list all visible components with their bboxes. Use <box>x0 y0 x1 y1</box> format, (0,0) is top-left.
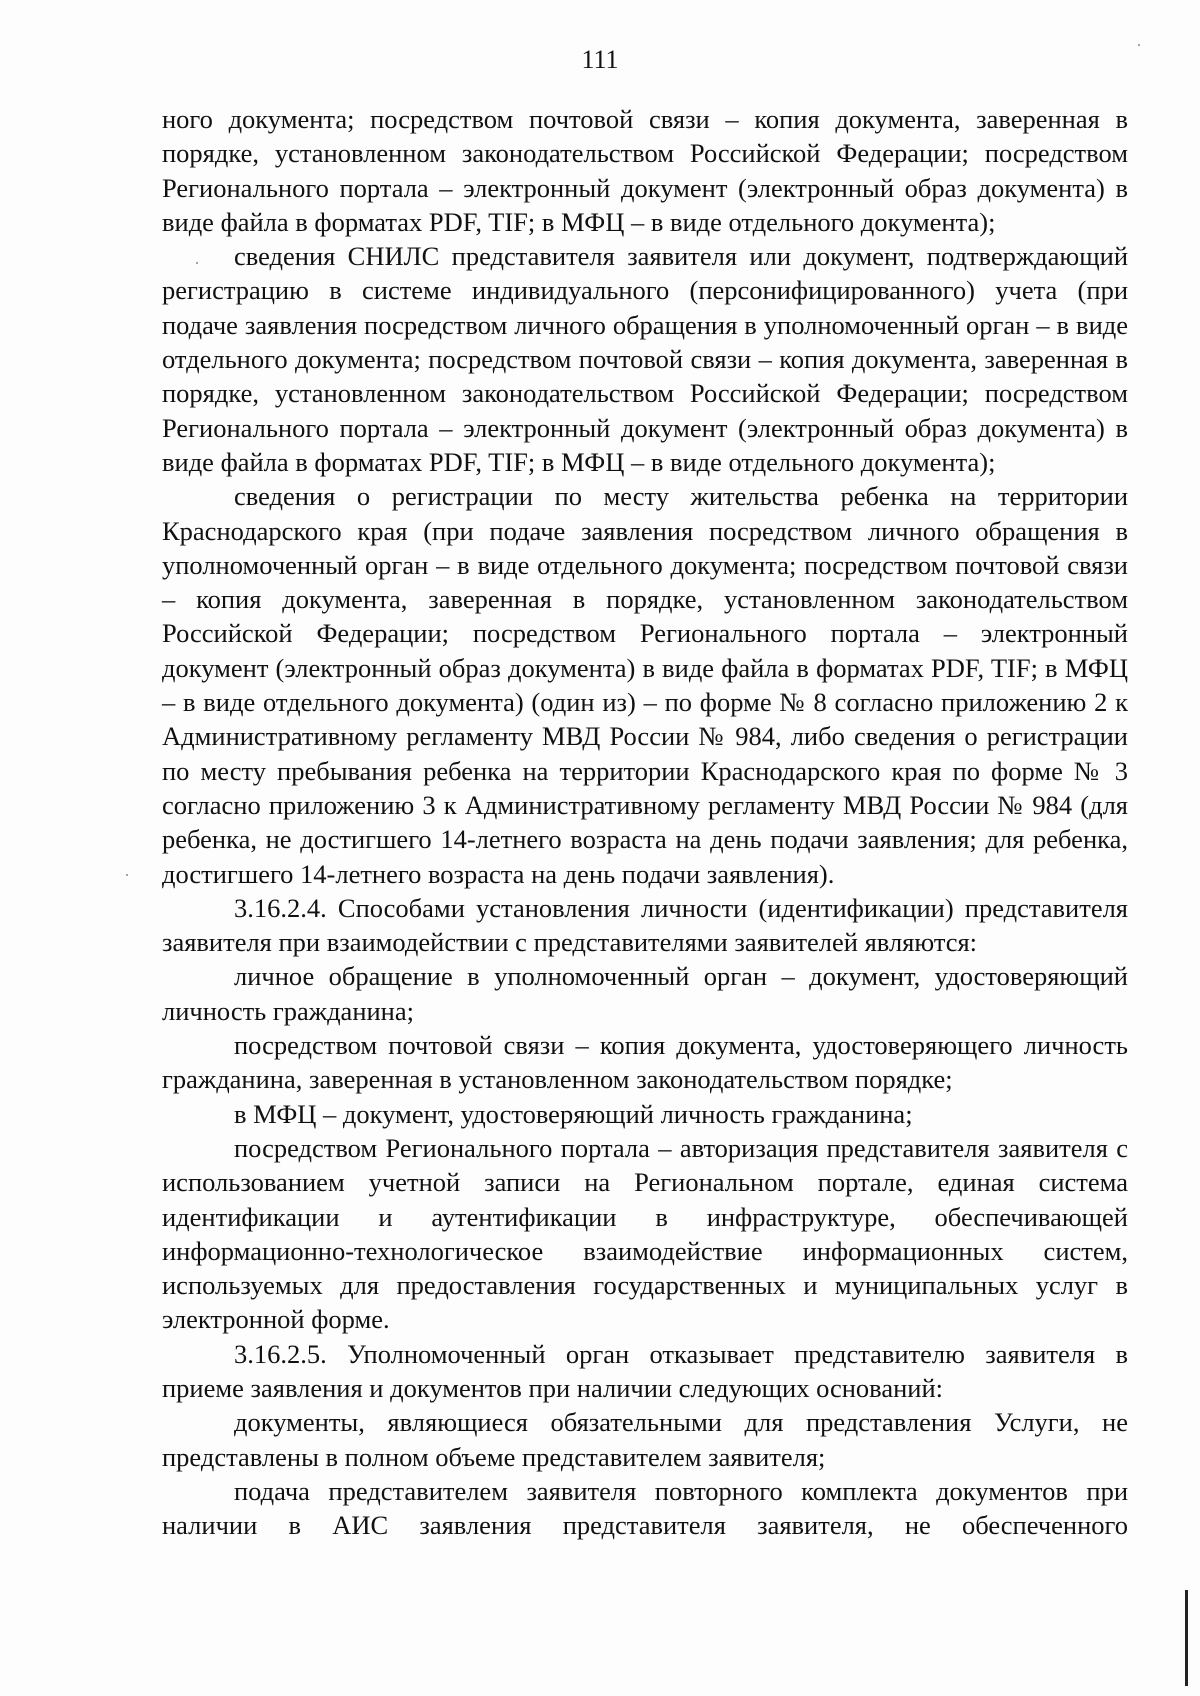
paragraph-registration: сведения о регистрации по месту жительства ребенка на территории Краснодарского края (при подаче заявления посредством личного обращения в уполномоченный орган – в виде отдельного документа; посредством почтовой связи – копия документа, заверенная в порядке, установленном законодательством Российской Федерации; посредством Регионального портала – электронный документ (электронный образ документа) в виде файла в форматах PDF, TIF; в МФЦ – в виде отдельного документа) (один из) – по форме № 8 согласно приложению 2 к Административному регламенту МВД России № 984, либо сведения о регистрации по месту пребывания ребенка на территории Краснодарского края по форме № 3 согласно приложению 3 к Административному регламенту МВД России № 984 (для ребенка, не достигшего 14-летнего возраста на день подачи заявления; для ребенка, достигшего 14-летнего возраста на день подачи заявления). <box>162 481 1128 889</box>
document-body <box>162 102 1128 1542</box>
paragraph-postal: посредством почтовой связи – копия документа, удостоверяющего личность гражданина, заверенная в установленном законодательством порядке; <box>162 1030 1128 1095</box>
scan-speck <box>1138 44 1140 46</box>
paragraph-regional-portal: посредством Регионального портала – авторизация представителя заявителя с использованием учетной записи на Региональном портале, единая система идентификации и аутентификации в инфраструктуре, обеспечивающей информационно-технологическое взаимодействие информационных систем, используемых для предоставления государственных и муниципальных услуг в электронной форме. <box>162 1132 1128 1335</box>
paragraph-personal-appeal: личное обращение в уполномоченный орган – документ, удостоверяющий личность гражданина; <box>162 961 1128 1026</box>
scan-speck <box>196 262 198 264</box>
paragraph-snils: сведения СНИЛС представителя заявителя или документ, подтверждающий регистрацию в системе индивидуального (персонифицированного) учета (при подаче заявления посредством личного обращения в уполномоченный орган – в виде отдельного документа; посредством почтовой связи – копия документа, заверенная в порядке, установленном законодательством Российской Федерации; посредством Регионального портала – электронный документ (электронный образ документа) в виде файла в форматах PDF, TIF; в МФЦ – в виде отдельного документа); <box>162 241 1128 477</box>
paragraph-3-16-2-4: 3.16.2.4. Способами установления личности (идентификации) представителя заявителя при взаимодействии с представителями заявителей являются: <box>162 892 1128 958</box>
paragraph-3-16-2-5: 3.16.2.5. Уполномоченный орган отказывает представителю заявителя в приеме заявления и документов при наличии следующих оснований: <box>162 1338 1128 1403</box>
paragraph-continuation: ного документа; посредством почтовой связи – копия документа, заверенная в порядке, установленном законодательством Российской Федерации; посредством Регионального портала – электронный документ (электронный образ документа) в виде файла в форматах PDF, TIF; в МФЦ – в виде отдельного документа); <box>162 104 1128 237</box>
scan-speck <box>126 874 128 876</box>
paragraph-mfc: в МФЦ – документ, удостоверяющий личность гражданина; <box>234 1098 913 1129</box>
paragraph-documents-incomplete: документы, являющиеся обязательными для представления Услуги, не представлены в полном объеме представителем заявителя; <box>162 1407 1128 1472</box>
scan-edge-mark <box>1185 1590 1188 1686</box>
page-number: 111 <box>581 45 619 74</box>
paragraph-repeat-submission: подача представителем заявителя повторного комплекта документов при наличии в АИС заявления представителя заявителя, не обеспеченного <box>162 1475 1128 1541</box>
